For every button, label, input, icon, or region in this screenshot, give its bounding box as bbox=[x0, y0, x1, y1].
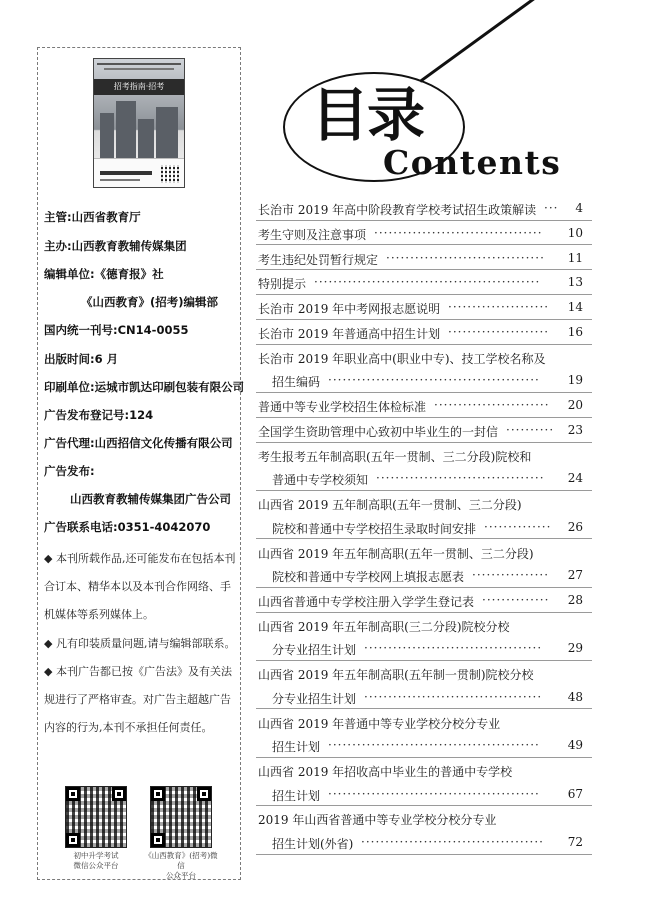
toc-entry-title: 普通中专学校须知 bbox=[272, 473, 369, 488]
qr-finder bbox=[66, 787, 80, 801]
notice-advertising: ◆ 本刊广告都已按《广告法》及有关法规进行了严格审查。对广告主超越广告内容的行为,本刊不承担任何责任。 bbox=[44, 665, 232, 734]
toc-entry-title: 考生守则及注意事项 bbox=[258, 227, 367, 242]
toc-divider bbox=[256, 708, 592, 709]
toc-page-number: 67 bbox=[567, 786, 583, 801]
toc-leader-dots: ············································ bbox=[328, 786, 540, 801]
toc-divider bbox=[256, 220, 592, 221]
qr-caption-line: 《山西教育》(招考)微信 bbox=[144, 851, 218, 870]
toc-leader-dots: ································· bbox=[386, 250, 545, 265]
page-title: 目录 bbox=[311, 81, 424, 149]
cover-script bbox=[100, 179, 140, 181]
toc-entry-title: 招生计划(外省) bbox=[272, 837, 354, 851]
toc-leader-dots: ··································· bbox=[376, 471, 545, 486]
toc-entry-title: 长治市 2019 年职业高中(职业中专)、技工学校名称及 bbox=[258, 351, 546, 366]
qr-caption-line: 微信公众平台 bbox=[73, 861, 119, 870]
toc-divider bbox=[256, 269, 592, 270]
info-ad-agent: 广告代理:山西招信文化传播有限公司 bbox=[44, 436, 233, 450]
toc-leader-dots: ················ bbox=[472, 568, 550, 583]
info-editor: 编辑单位:《德育报》社 bbox=[44, 267, 164, 281]
toc-page-number: 20 bbox=[567, 398, 583, 413]
toc-divider bbox=[256, 490, 592, 491]
toc-entry-title: 全国学生资助管理中心致初中毕业生的一封信 bbox=[258, 425, 499, 439]
title-stroke-decoration bbox=[419, 0, 542, 82]
page-title-english: Contents bbox=[383, 143, 562, 182]
notice-rights: ◆ 本刊所载作品,还可能发布在包括本刊合订本、精华本以及本刊合作网络、手机媒体等系列媒体上。 bbox=[44, 552, 236, 621]
toc-page-number: 48 bbox=[567, 689, 583, 704]
info-ad-publisher: 山西教育教辅传媒集团广告公司 bbox=[70, 492, 231, 506]
info-printer: 印刷单位:运城市凯达印刷包装有限公司 bbox=[44, 380, 245, 394]
toc-divider bbox=[256, 344, 592, 345]
cover-qr-icon bbox=[161, 165, 179, 183]
toc-entry-title: 山西省 2019 五年制高职(五年一贯制、三二分段) bbox=[258, 498, 522, 513]
toc-entry-title: 招生编码 bbox=[272, 375, 321, 390]
toc-divider bbox=[256, 392, 592, 393]
toc-leader-dots: ·············· bbox=[482, 593, 550, 607]
qr-code-icon bbox=[150, 786, 212, 848]
toc-entry-title: 分专业招生计划 bbox=[272, 643, 357, 658]
qr-finder bbox=[112, 787, 126, 801]
toc-page-number: 29 bbox=[567, 641, 583, 656]
toc-page-number: 24 bbox=[567, 471, 583, 486]
toc-page-number: 72 bbox=[567, 835, 583, 849]
qr-caption-line: 初中升学考试 bbox=[73, 851, 119, 860]
cover-banner: 招考指南·招考 bbox=[94, 79, 184, 95]
info-editor-department: 《山西教育》(招考)编辑部 bbox=[81, 295, 219, 309]
toc-page-number: 26 bbox=[567, 519, 583, 534]
toc-leader-dots: ····················· bbox=[448, 325, 550, 339]
qr-finder bbox=[66, 833, 80, 847]
toc-leader-dots: ·············· bbox=[484, 519, 552, 534]
cover-decoration bbox=[97, 63, 181, 65]
toc-page-number: 14 bbox=[567, 300, 583, 315]
cover-building bbox=[156, 107, 178, 159]
toc-divider bbox=[256, 660, 592, 661]
qr-finder bbox=[151, 787, 165, 801]
toc-page-number: 16 bbox=[567, 325, 583, 339]
info-supervisor: 主管:山西省教育厅 bbox=[44, 210, 141, 224]
toc-entry-title: 分专业招生计划 bbox=[272, 691, 357, 706]
toc-page-number: 28 bbox=[567, 593, 583, 607]
toc-entry-title: 山西省 2019 年招收高中毕业生的普通中专学校 bbox=[258, 765, 513, 779]
toc-entry-title: 院校和普通中专学校网上填报志愿表 bbox=[272, 570, 465, 585]
toc-divider bbox=[256, 757, 592, 758]
toc-leader-dots: ····································· bbox=[364, 641, 543, 656]
info-issn: 国内统一刊号:CN14-0055 bbox=[44, 323, 189, 337]
toc-page-number: 27 bbox=[567, 568, 583, 583]
toc-leader-dots: ····································· bbox=[364, 689, 543, 704]
info-sponsor: 主办:山西教育教辅传媒集团 bbox=[44, 239, 187, 253]
toc-entry-title: 山西省 2019 年五年制高职(三二分段)院校分校 bbox=[258, 619, 510, 634]
info-publish-time: 出版时间:6 月 bbox=[44, 352, 119, 366]
toc-entry-title: 山西省 2019 年五年制高职(五年一贯制、三二分段) bbox=[258, 546, 534, 561]
toc-entry-title: 普通中等专业学校招生体检标准 bbox=[258, 400, 427, 415]
toc-entry-title: 招生计划 bbox=[272, 740, 321, 755]
toc-entry-title: 招生计划 bbox=[272, 788, 321, 803]
toc-divider bbox=[256, 587, 592, 588]
toc-entry-title: 长治市 2019 年普通高中招生计划 bbox=[258, 327, 441, 341]
masthead-panel bbox=[37, 47, 245, 880]
toc-leader-dots: ························ bbox=[434, 398, 550, 413]
toc-page-number: 49 bbox=[567, 738, 583, 753]
qr-finder bbox=[151, 833, 165, 847]
toc-divider bbox=[256, 417, 592, 418]
toc-page-number: 11 bbox=[567, 250, 583, 265]
qr-finder bbox=[197, 787, 211, 801]
toc-leader-dots: ··································· bbox=[374, 225, 543, 240]
qr-caption-line: 公众平台 bbox=[166, 871, 196, 880]
toc-divider bbox=[256, 319, 592, 320]
qr-caption bbox=[56, 851, 136, 871]
toc-divider bbox=[256, 805, 592, 806]
toc-entry-title: 长治市 2019 年中考网报志愿说明 bbox=[258, 302, 441, 317]
toc-page-number: 13 bbox=[567, 275, 583, 290]
toc-leader-dots: ····················· bbox=[448, 300, 550, 315]
info-ad-license: 广告发布登记号:124 bbox=[44, 408, 154, 422]
toc-leader-dots: ··············································· bbox=[314, 275, 541, 290]
toc-divider bbox=[256, 854, 592, 855]
toc-page-number: 4 bbox=[575, 201, 583, 215]
toc-divider bbox=[256, 442, 592, 443]
qr-code-icon bbox=[65, 786, 127, 848]
cover-decoration bbox=[104, 68, 174, 70]
toc-entry-title: 考生报考五年制高职(五年一贯制、三二分段)院校和 bbox=[258, 449, 532, 464]
toc-entry-title: 山西省普通中专学校注册入学学生登记表 bbox=[258, 595, 475, 609]
toc-leader-dots: ············································ bbox=[328, 738, 540, 753]
info-ad-publisher-label: 广告发布: bbox=[44, 464, 95, 478]
cover-building bbox=[100, 113, 114, 159]
toc-page-number: 10 bbox=[567, 225, 583, 240]
cover-footer bbox=[94, 158, 184, 187]
toc-leader-dots: ··· bbox=[544, 201, 559, 215]
toc-divider bbox=[256, 538, 592, 539]
toc-entry-title: 考生违纪处罚暂行规定 bbox=[258, 252, 379, 267]
cover-building bbox=[138, 119, 154, 159]
notice-quality: ◆ 凡有印装质量问题,请与编辑部联系。 bbox=[44, 637, 236, 650]
toc-divider bbox=[256, 244, 592, 245]
magazine-cover-image bbox=[93, 58, 185, 188]
toc-leader-dots: ·········· bbox=[506, 423, 555, 437]
toc-leader-dots: ······································ bbox=[361, 835, 544, 849]
toc-entry-title: 2019 年山西省普通中等专业学校分校分专业 bbox=[258, 813, 497, 828]
toc-divider bbox=[256, 612, 592, 613]
toc-entry-title: 特别提示 bbox=[258, 277, 307, 292]
toc-entry-title: 山西省 2019 年普通中等专业学校分校分专业 bbox=[258, 716, 501, 731]
toc-entry-title: 院校和普通中专学校招生录取时间安排 bbox=[272, 521, 477, 536]
toc-entry-title: 山西省 2019 年五年制高职(五年制一贯制)院校分校 bbox=[258, 668, 534, 683]
toc-divider bbox=[256, 294, 592, 295]
toc-entry-title: 长治市 2019 年高中阶段教育学校考试招生政策解读 bbox=[258, 203, 537, 217]
cover-script bbox=[100, 171, 152, 175]
qr-caption bbox=[141, 851, 221, 881]
toc-leader-dots: ············································ bbox=[328, 373, 540, 388]
info-ad-phone: 广告联系电话:0351-4042070 bbox=[44, 520, 211, 534]
cover-building bbox=[116, 101, 136, 159]
toc-page-number: 19 bbox=[567, 373, 583, 388]
toc-page-number: 23 bbox=[567, 423, 583, 437]
